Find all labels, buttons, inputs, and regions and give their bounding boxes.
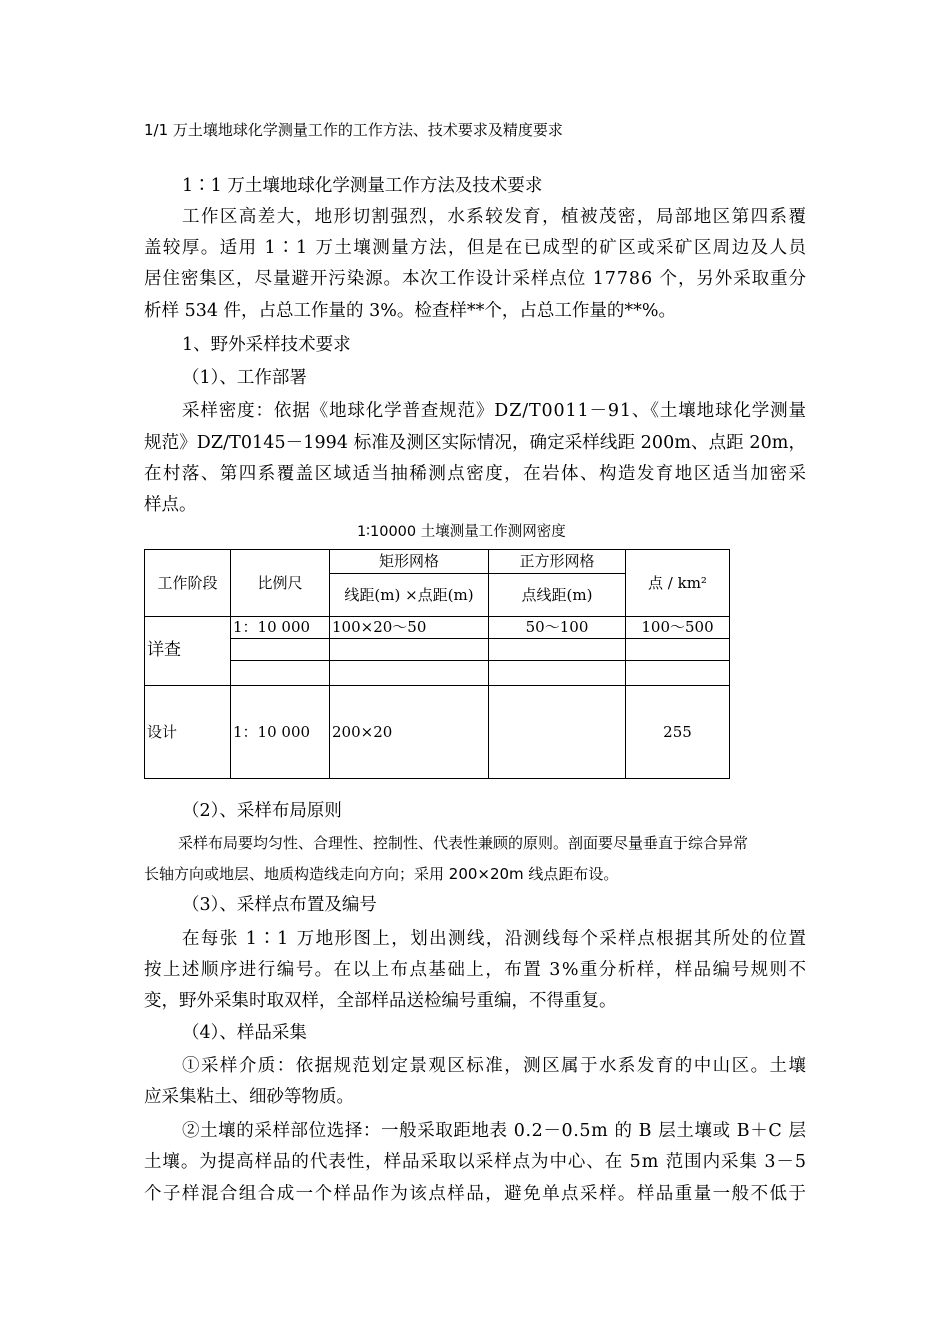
heading-layout-principle: （2）、采样布局原则 [182,801,342,821]
grid-density-table [144,549,730,779]
numbering-line-3: 变，野外采集时取双样，全部样品送检编号重编，不得重复。 [144,991,617,1011]
table-row [145,616,730,638]
row-design-square [489,685,626,778]
header-rect-grid: 矩形网格 [330,550,489,574]
intro-line-3: 居住密集区，尽量避开污染源。本次工作设计采样点位 17786 个，另外采取重分 [144,269,807,289]
layout-line-1: 采样布局要均匀性、合理性、控制性、代表性兼顾的原则。剖面要尽量垂直于综合异常 [178,834,749,852]
position-line-2: 土壤。为提高样品的代表性，样品采取以采样点为中心、在 5m 范围内采集 3－5 [144,1152,807,1172]
row-detail-density: 100～500 [626,616,730,638]
layout-line-2: 长轴方向或地层、地质构造线走向方向；采用 200×20m 线点距布设。 [144,865,619,883]
medium-line-2: 应采集粘土、细砂等物质。 [144,1087,354,1107]
empty-cell [489,639,626,661]
numbering-line-1: 在每张 1∶1 万地形图上，划出测线，沿测线每个采样点根据其所处的位置 [182,929,808,949]
empty-cell [330,639,489,661]
table-caption: 1∶10000 土壤测量工作测网密度 [357,524,566,540]
row-design-density: 255 [626,685,730,778]
medium-line-1: ①采样介质：依据规范划定景观区标准，测区属于水系发育的中山区。土壤 [182,1056,808,1076]
heading-field-sampling: 1、野外采样技术要求 [182,335,351,355]
table-row [145,685,730,778]
position-line-3: 个子样混合组合成一个样品作为该点样品，避免单点采样。样品重量一般不低于 [144,1184,808,1204]
density-line-2: 规范》DZ/T0145－1994 标准及测区实际情况，确定采样线距 200m、点距 20m， [144,433,807,453]
intro-line-4: 析样 534 件，占总工作量的 3%。检查样**个，占总工作量的**%。 [144,301,676,321]
row-detail-label: 详查 [145,616,231,685]
empty-cell [626,639,730,661]
intro-line-1: 工作区高差大，地形切割强烈，水系较发育，植被茂密，局部地区第四系覆 [182,207,808,227]
header-rect-sub: 线距(m) ×点距(m) [330,574,489,617]
row-design-label: 设计 [145,685,231,778]
row-detail-rect: 100×20～50 [330,616,489,638]
table-row [145,639,730,661]
section-title: 1∶1 万土壤地球化学测量工作方法及技术要求 [182,176,543,196]
header-density: 点 / km² [626,550,730,617]
heading-sample-collection: （4）、样品采集 [182,1023,307,1043]
header-square-sub: 点线距(m) [489,574,626,617]
density-line-1: 采样密度：依据《地球化学普查规范》DZ/T0011－91、《土壤地球化学测量 [182,401,807,421]
row-detail-scale: 1：10 000 [231,616,330,638]
empty-cell [231,661,330,685]
row-detail-square: 50～100 [489,616,626,638]
header-stage: 工作阶段 [145,550,231,617]
row-design-rect: 200×20 [330,685,489,778]
empty-cell [231,639,330,661]
row-design-scale: 1：10 000 [231,685,330,778]
numbering-line-2: 按上述顺序进行编号。在以上布点基础上，布置 3%重分析样，样品编号规则不 [144,960,808,980]
density-line-3: 在村落、第四系覆盖区域适当抽稀测点密度，在岩体、构造发育地区适当加密采 [144,464,808,484]
header-scale: 比例尺 [231,550,330,617]
table-row [145,661,730,685]
empty-cell [489,661,626,685]
empty-cell [330,661,489,685]
header-square-grid: 正方形网格 [489,550,626,574]
empty-cell [626,661,730,685]
position-line-1: ②土壤的采样部位选择：一般采取距地表 0.2－0.5m 的 B 层土壤或 B＋C 层 [182,1121,807,1141]
heading-deployment: （1）、工作部署 [182,368,307,388]
density-line-4: 样点。 [144,495,197,515]
intro-line-2: 盖较厚。适用 1∶1 万土壤测量方法，但是在已成型的矿区或采矿区周边及人员 [144,238,808,258]
doc-title: 1/1 万土壤地球化学测量工作的工作方法、技术要求及精度要求 [144,121,563,139]
heading-point-numbering: （3）、采样点布置及编号 [182,895,377,915]
